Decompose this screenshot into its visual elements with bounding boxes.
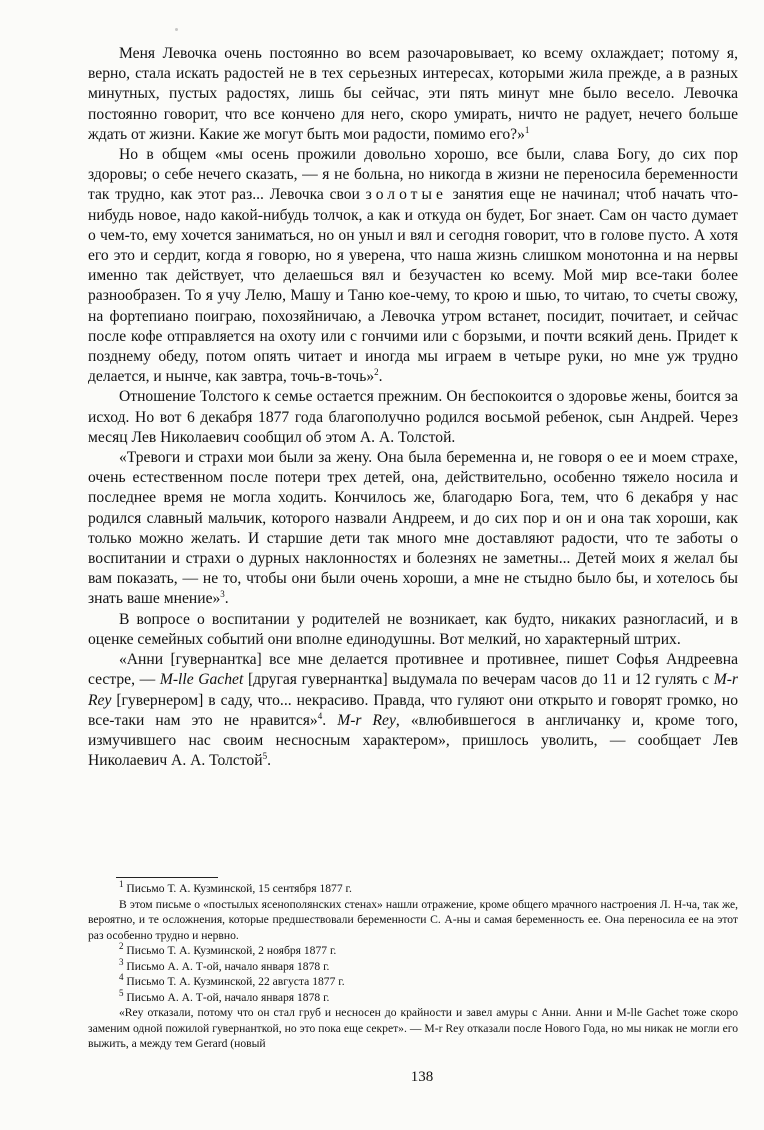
footnote (88, 881, 738, 897)
spaced-word: золотые (365, 186, 447, 204)
footnote (88, 943, 738, 959)
paragraph: «Тревоги и страхи мои были за жену. Она была беременна и, не говоря о ее и моем страхе, очень естественном после потери трех детей, она, действительно, особенно тяжело носила и последнее время не могла ходить. Кончилось же, благодарю Бога, тем, что 6 декабря у нас родился славный мальчик, которого назвали Андреем, и до сих пор и он и она так хороши, как только можно желать. И старшие дети так много мне доставляют радости, что те заботы о воспитании и страхи о дурных наклонностях и болезнях не заметны... Детей моих я желал бы вам показать, — не то, чтобы они были очень хороши, а мне не стыдно было бы, и хотелось бы знать ваше мнение»$^3$. (88, 449, 738, 608)
footnote-text: Письмо А. А. Т-ой, начало января 1878 г. (126, 959, 330, 973)
paragraph-text: [гувернером] в саду, что... некрасиво. Правда, что гуляют они открыто и говорят громко, но все-таки нам это не нравится» (88, 691, 738, 729)
paragraph-text: . (322, 711, 327, 729)
footnote-marker: 1 (119, 879, 124, 890)
paragraph-text: Меня Левочка очень постоянно во всем разочаровывает, ко всему охлаждает; потому я, верно, стала искать радостей не в тех серьезных интересах, которыми жила прежде, а в разных минутных, пустых радостях, лишь бы сейчас, эти пять минут мне было весело. Левочка постоянно говорит, что все кончено для него, скоро умирать, ничто не радует, нечего больше ждать от жизни. Какие же могут быть мои радости, помимо его?» (88, 45, 738, 143)
footnote-marker: 3 (119, 956, 124, 967)
footnote (88, 897, 738, 944)
footnote-marker: 5 (119, 987, 124, 998)
paragraph-text: . (267, 752, 271, 770)
footnote (88, 1005, 738, 1052)
paragraph (88, 387, 738, 448)
footnote-ref: 4 (317, 710, 323, 721)
footnote-text: Письмо Т. А. Кузминской, 22 августа 1877 г. (126, 975, 345, 988)
page-number: 138 (410, 1069, 434, 1085)
footnote-marker: 4 (119, 972, 124, 983)
paragraph-text: Но в общем «мы осень прожили довольно хорошо, все были, слава Богу, до сих пор здоровы; о себе нечего сказать, — я не больна, но никогда в жизни не переносила беременности так трудно, как этот раз... Левочка свои (88, 146, 738, 204)
paper-speck (175, 28, 178, 31)
italic-name: M-lle Gachet (159, 671, 244, 689)
paragraph: Но в общем «мы осень прожили довольно хорошо, все были, слава Богу, до сих пор здоровы; о себе нечего сказать, — я не больна, но никогда в жизни не переносила беременности так трудно, как этот раз... Левочка свои золотые занятия еще не начинал; чтоб начать что-нибудь новое, надо какой-нибудь толчок, а как и откуда он будет, Бог знает. Сам он часто думает о чем-то, ему хочется заниматься, но он уныл и вял и сегодня говорит, что в голове пусто. А хотя его это и сердит, когда я говорю, но я уверена, что наша жизнь слишком монотонна и на нервы именно так действует, что делаешься вял и безучастен ко всему. Мой мир все-таки более разнообразен. То я учу Лелю, Машу и Таню кое-чему, то крою и шью, то читаю, то счеты свожу, на фортепиано поиграю, похозяйничаю, а Левочка утром встанет, посидит, почитает, и сейчас после кофе отправляется на охоту или с гончими или с борзыми, и почти всякий день. Придет к позднему обеду, потом опять читает и иногда мы играем в четыре руки, но мне уж трудно делается, и нынче, как завтра, точь-в-точь»$^2$. (88, 146, 739, 386)
footnote-text: В этом письме о «постылых ясенополянских стенах» нашли отражение, кроме общего мрачного настроения Л. Н-ча, так же, вероятно, и те осложнения, которые предшествовали беременности С. А-ны и самая беременность ее. Она переносила ее на этот раз особенно трудно и нервно. (88, 897, 738, 942)
main-text (88, 44, 738, 771)
footnote-text: Письмо А. А. Т-ой, начало января 1878 г. (126, 990, 330, 1004)
footnote (88, 987, 738, 1006)
footnotes (88, 881, 738, 1052)
footnote-divider (116, 877, 218, 878)
paragraph (88, 650, 738, 771)
paragraph-text: , «влюбившегося в англичанку и, кроме того, измучившего нас своим несносным характером», пришлось уволить, — сообщает Лев Николаевич А. А. Толстой (88, 711, 738, 770)
footnote-ref: 1 (524, 124, 530, 135)
paragraph-text: занятия еще не начинал; чтоб начать что-нибудь новое, надо какой-нибудь толчок, а как и откуда он будет, Бог знает. Сам он часто думает о чем-то, ему хочется заниматься, но он уныл и вял и сегодня говорит, что в голове пусто. А хотя его это и сердит, когда я говорю, но я уверена, что наша жизнь слишком монотонна и на нервы именно так действует, что делаешься вял и безучастен ко всему. Мой мир все-таки более разнообразен. То я учу Лелю, Машу и Таню кое-чему, то крою и шью, то читаю, то счеты свожу, на фортепиано поиграю, похозяйничаю, а Левочка утром встанет, посидит, почитает, и сейчас после кофе отправляется на охоту или с гончими или с борзыми, и почти всякий день. Придет к позднему обеду, потом опять читает и иногда мы играем в четыре руки, но мне уж трудно делается, и нынче, как завтра, точь-в-точь» (88, 186, 739, 386)
footnote-marker: 2 (119, 941, 124, 952)
footnote-ref: 3 (220, 589, 225, 600)
italic-name: M-r Rey (88, 671, 738, 709)
paragraph-text: Отношение Толстого к семье остается прежним. Он беспокоится о здоровье жены, боится за исход. Но вот 6 декабря 1877 года благополучно родился восьмой ребенок, сын Андрей. Через месяц Лев Николаевич сообщил об этом А. А. Толстой. (88, 388, 738, 446)
footnote (88, 956, 738, 975)
footnote-text: Письмо Т. А. Кузминской, 2 ноября 1877 г. (126, 944, 337, 957)
footnote-text: Письмо Т. А. Кузминской, 15 сентября 1877 г. (126, 882, 352, 895)
paragraph-text: [другая гувернантка] выдумала по вечерам часов до 11 и 12 гулять с (247, 671, 710, 689)
paragraph (88, 610, 738, 650)
paragraph-text: В вопросе о воспитании у родителей не возникает, как будто, никаких разногласий, и в оценке семейных событий они вполне единодушны. Вот мелкий, но характерный штрих. (88, 610, 738, 648)
paragraph (88, 44, 738, 145)
italic-name: M-r Rey (337, 711, 396, 729)
footnote (88, 974, 738, 990)
footnote-ref: 2 (374, 367, 379, 378)
paragraph-text: «Анни [гувернантка] все мне делается противнее и противнее, пишет Софья Андреевна сестре, — (88, 651, 738, 689)
footnote-text: «Rey отказали, потому что он стал груб и несносен до крайности и завел амуры с Анни. Анни и M-lle Gachet тоже скоро заменим одной пожилой гувернанткой, но это пока еще секрет». — M-r Rey отказали после Нового Года, но мы никак не могли его выжить, а между тем Gerard (новый (88, 1006, 738, 1050)
footnote-ref: 5 (262, 750, 268, 761)
paragraph-text: «Тревоги и страхи мои были за жену. Она была беременна и, не говоря о ее и моем страхе, очень естественном после потери трех детей, она, действительно, особенно тяжело носила и последнее время не могла ходить. Кончилось же, благодарю Бога, тем, что 6 декабря у нас родился славный мальчик, которого назвали Андреем, и до сих пор и он и она так хороши, как только можно желать. И старшие дети так много мне доставляют радости, что те заботы о воспитании и страхи о дурных наклонностях и болезнях не заметны... Детей моих я желал бы вам показать, — не то, чтобы они были очень хороши, а мне не стыдно было бы, и хотелось бы знать ваше мнение» (88, 449, 738, 608)
